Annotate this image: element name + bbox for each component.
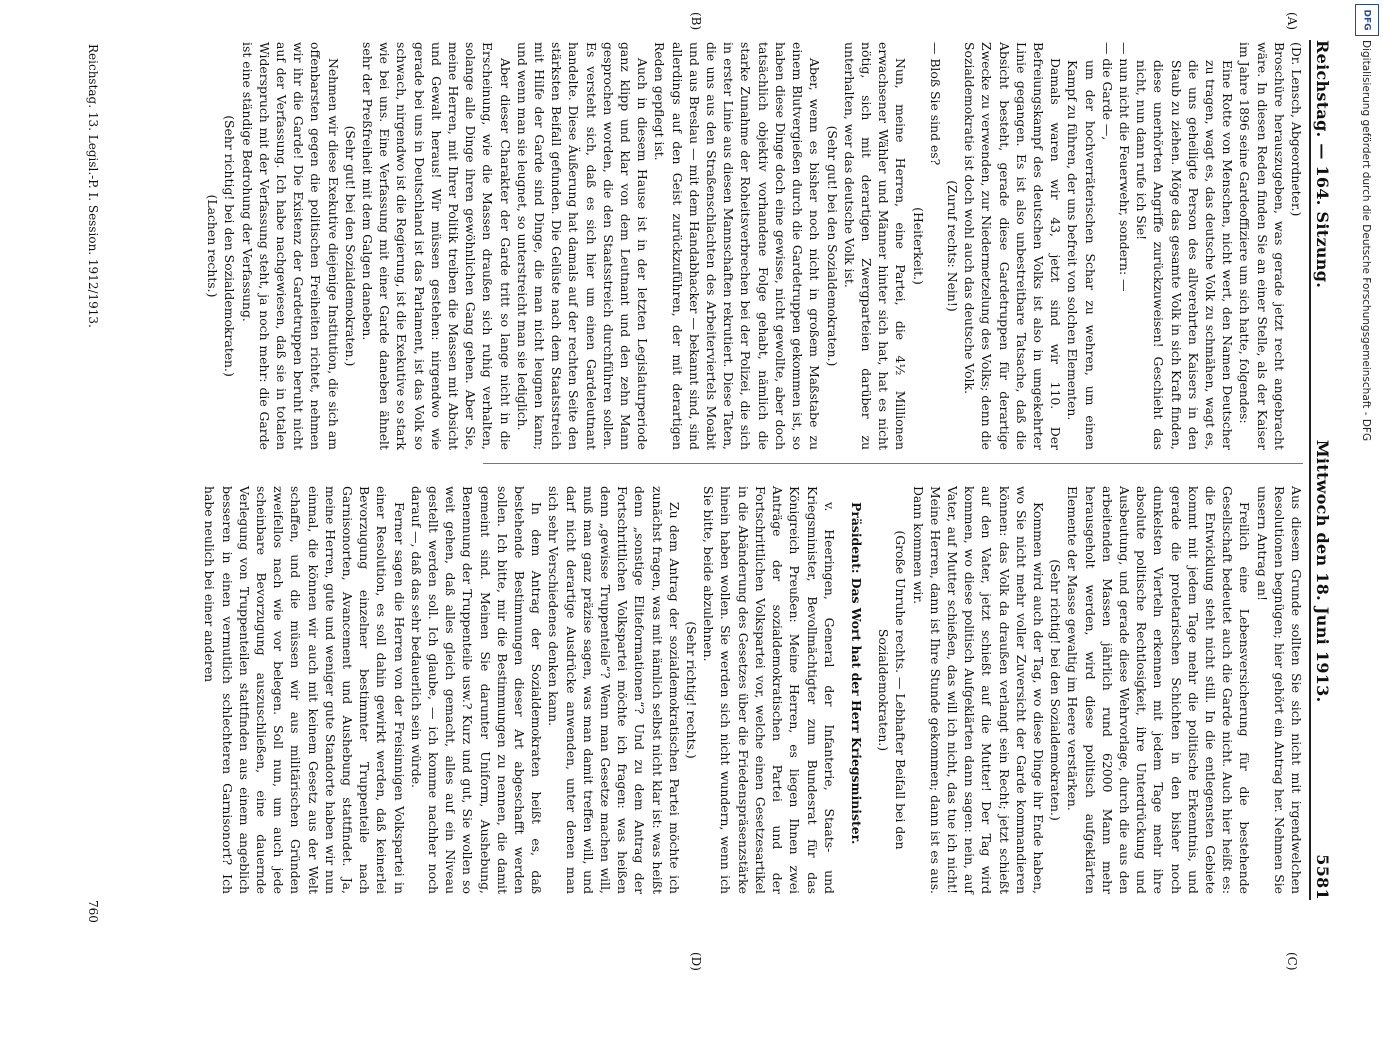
quotation: um der hochverräterischen Schar zu wehren, um einen Kampf zu führen, der uns befreit von solchen Elementen.: [1065, 60, 1098, 450]
paragraph: Zu dem Antrag der sozialdemokratischen Partei möchte ich zunächst fragen, was mit nämlich selbst nicht klar ist: was heißt denn „sonstige Eliteformationen“? Und zu dem Antrag der Fortschrittlichen Volkspartei möchte ich fragen: was heißen denn „gewisse Truppenteile“? Wenn man Gesetze machen will, muß man ganz präzise sagen, was man damit treffen will, und darf nicht derartige Ausdrücke anwenden, unter denen man sich sehr Verschiedenes denken kann.: [546, 486, 682, 894]
interjection: (Sehr richtig! bei den Sozialdemokraten.): [222, 115, 238, 377]
dfg-logo: DFG: [1355, 4, 1379, 36]
paragraph: Broschüre herauszugeben, was gerade jetzt recht angebracht wäre. In diesen Reden finden Sie an einer Stelle, als der Kaiser im Jahre 1896 seine Gardeoffiziere um sich hatte, folgendes:: [1237, 42, 1287, 450]
interjection: (Sehr richtig! rechts.): [684, 621, 700, 759]
president-line: Präsident: Das Wort hat der Herr Kriegsminister.: [848, 502, 864, 845]
paragraph: Freilich eine Lebensversicherung für die bestehende Gesellschaft bedeutet auch die Garde nicht. Auch hier heißt es: die Entwicklung steht nicht still. In die entlegensten Gebiete kommt mit jedem Tage mehr die politische Erkenntnis, und gerade die proletarischen Schichten in den bisher noch dunkelsten Vierteln erkennen mit jedem Tage mehr ihre absolute politische Rechtlosigkeit, ihre Unterdrückung und Ausbeutung, und gerade diese Wehrvorlage, durch die aus den arbeitenden Massen jährlich rund 62000 Mann mehr herausgeholt werden, wird diese politisch aufgeklärten Elemente der Masse gewaltig im Heere verstärken.: [1065, 486, 1253, 894]
column-divider: [483, 463, 1303, 464]
margin-mark-a: (A): [1285, 12, 1299, 31]
paragraph: — nun nicht die Feuerwehr, sondern: —: [1116, 42, 1132, 292]
speaker-note: (Dr. Lensch, Abgeordneter.): [1289, 42, 1304, 217]
header-center: Mittwoch den 18. Juni 1913.: [1313, 439, 1332, 703]
left-column: [205, 42, 1305, 450]
right-column: [202, 486, 1305, 894]
paragraph: Kommen wird auch der Tag, wo diese Dinge ihr Ende haben, wo Sie nicht mehr voller Zuversicht der Garde kommandieren können: das Volk da draußen verlangt sein Recht; jetzt schießt auf den Vater, jetzt schießt auf die Mutter! Der Tag wird kommen, wo diese politisch Aufgeklärten dann sagen: nein, auf Vater, auf Mutter schießen, das will ich nicht, das tue ich nicht! Meine Herren, dann ist Ihre Stunde gekommen; dann ist es aus. Dann kommen wir.: [910, 486, 1046, 894]
interjection: (Große Unruhe rechts. — Lebhafter Beifall bei den Sozialdemokraten.): [876, 530, 909, 850]
paragraph: Aber dieser Charakter der Garde tritt so lange nicht in die Erscheinung, wie die Massen draußen sich ruhig verhalten, solange alle Dinge ihren gewöhnlichen Gang gehen. Aber Sie, meine Herren, mit Ihrer Politik treiben die Massen mit Absicht und Gewalt heraus! Wir müssen gestehen: nirgendwo wie gerade bei uns in Deutschland ist das Parlament, ist das Volk so schwach, nirgendwo ist die Regierung, ist die Exekutive so stark wie bei uns. Eine Verfassung mit einer Garde daneben ähnelt sehr der Preßfreiheit mit dem Galgen daneben.: [360, 42, 513, 450]
margin-mark-d: (D): [689, 952, 703, 971]
footer-number: 760: [86, 900, 100, 923]
interjection: (Sehr gut! bei den Sozialdemokraten.): [824, 125, 840, 367]
interjection: (Sehr gut! bei den Sozialdemokraten.): [342, 125, 358, 367]
footer-left: Reichstag. 13. Legisl.-P. I. Session. 1912/1913.: [86, 44, 100, 328]
paragraph: Aus diesem Grunde sollten Sie sich nicht mit irgendwelchen Resolutionen begnügen; hier gehört ein Antrag her. Nehmen Sie unsern Antrag an!: [1254, 486, 1304, 894]
page-footer: [86, 44, 100, 904]
header-left: Reichstag. — 164. Sitzung.: [1313, 40, 1332, 289]
paragraph: — Bloß Sie sind es?: [927, 42, 943, 166]
interjection: (Sehr richtig! bei den Sozialdemokraten.): [1048, 559, 1064, 821]
paragraph: v. Heeringen, General der Infanterie, Staats- und Kriegsminister, Bevollmächtigter zum Bundesrat für das Königreich Preußen: Meine Herren, es liegen Ihnen zwei Anträge der sozialdemokratischen Partei und der Fortschrittlichen Volkspartei vor, welche einen Gesetzesartikel in die Abänderung des Gesetzes über die Friedenspräsenzstärke hinein haben wollen. Sie werden sich nicht wundern, wenn ich Sie bitte, beide abzulehnen.: [701, 486, 837, 894]
paragraph: Auch in diesem Hause ist in der letzten Legislaturperiode ganz klipp und klar von dem Leutnant und den zehn Mann gesprochen worden, die den Staatsstreich durchführen sollen. Es versteht sich, daß es sich hier um einen Gardeleutnant handelte. Diese Äußerung hat damals auf der rechten Seite den stärksten Beifall gefunden. Die Gelüste nach dem Staatsstreich mit Hilfe der Garde sind Dinge, die man nicht leugnen kann; und wenn man sie leugnet, so unterstreicht man sie lediglich.: [514, 42, 651, 450]
page-number: 5581: [1313, 854, 1332, 900]
paragraph: Nehmen wir diese Exekutive diejenige Institution, die sich am offenbarsten gegen die politischen Freiheiten richtet, nehmen wir ihr die Garde! Die Existenz der Gardetruppen beruht nicht auf der Verfassung. Ich habe nachgewiesen, daß sie in totalen Widerspruch mit der Verfassung steht, ja noch mehr: die Garde ist eine ständige Bedrohung der Verfassung.: [239, 42, 341, 450]
interjection: (Lachen rechts.): [205, 194, 221, 298]
margin-mark-b: (B): [689, 12, 703, 31]
page-header: [1313, 40, 1349, 900]
paragraph: Nun, meine Herren, eine Partei, die 4½ Millionen erwachsener Wähler und Männer hinter sich hat, hat es nicht nötig, sich mit derartigen Zwergparteien darüber zu unterhalten, wer das deutsche Volk ist.: [841, 42, 909, 450]
interjection: (Heiterkeit.): [910, 207, 926, 285]
quotation: Eine Rotte von Menschen, nicht wert, den Namen Deutscher zu tragen, wagt es, das deutsche Volk zu schmähen, wagt es, die uns geheiligte Person des allverehrten Kaisers in den Staub zu ziehen. Möge das gesamte Volk in sich Kraft finden, diese unerhörten Angriffe zurückzuweisen! Geschieht das nicht, nun dann rufe ich Sie!: [1134, 60, 1236, 450]
paragraph: Aber, wenn es bisher noch nicht in großem Maßstabe zu einem Blutvergießen durch die Gardetruppen gekommen ist, so haben diese Dinge doch eine gewisse, nicht gewollte, aber doch tatsächlich objektiv vorhandene Folge gehabt, nämlich die starke Zunahme der Roheitsverbrechen bei der Polizei, die sich in erster Linie aus diesen Mannschaften rekrutiert. Diese Taten, die uns aus den Straßenschlachten des Arbeiterviertels Moabit und aus Breslau — mit dem Handabhacker — bekannt sind, sind allerdings auf den Geist zurückzuführen, der mit derartigen Reden gepflegt ist.: [652, 42, 823, 450]
paragraph: — die Garde —,: [1099, 42, 1115, 141]
interjection: (Zuruf rechts: Nein!): [944, 180, 960, 312]
paragraph: Damals waren wir 43, jetzt sind wir 110. Der Befreiungskampf des deutschen Volks ist also in umgekehrter Linie gegangen. Es ist also unbestreitbare Tatsache, daß die Absicht besteht, gerade diese Gardetruppen für derartige Zwecke zu verwenden, zur Niedermetzelung des Volks; denn die Sozialdemokratie ist doch wohl auch das deutsche Volk.: [962, 42, 1064, 450]
dfg-attribution: Digitalisierung gefördert durch die Deutsche Forschungsgemeinschaft - DFG: [1360, 40, 1372, 442]
dfg-side-note: [1348, 0, 1382, 1000]
paragraph: In dem Antrag der Sozialdemokraten heißt es, daß bestehende Bestimmungen dieser Art abgeschafft werden sollen. Ich bitte, mir die Bestimmungen zu nennen, die damit gemeint sind. Meinen Sie darunter Uniform, Aushebung, Benennung der Truppenteile usw.? Kurz und gut, Sie wollen so weit gehen, daß alles gleich gemacht, alles auf ein Niveau gestellt werden soll. Ich glaube, — ich komme nachher noch darauf —, daß das sehr bedauerlich sein würde.: [408, 486, 545, 894]
margin-mark-c: (C): [1285, 952, 1299, 971]
header-rule: [1309, 40, 1311, 900]
paragraph: Ferner sagen die Herren von der Freisinnigen Volkspartei in einer Resolution, es soll dahin gewirkt werden, daß keinerlei Bevorzugung einzelner bestimmter Truppenteile nach Garnisonorten, Avancement und Aushebung stattfindet. Ja, meine Herren, gute und weniger gute Standorte haben wir nun einmal, die können wir auch mit keinem Gesetz aus der Welt schaffen, und die müssen wir aus militärischen Gründen zweifellos nach wie vor belegen. Soll nun, um auch jede scheinbare Bevorzugung auszuschließen, eine dauernde Verlegung von Truppenteilen stattfinden aus einem angeblich besseren in einen vermutlich schlechteren Garnisonort? Ich habe neulich bei einer anderen: [202, 486, 407, 894]
